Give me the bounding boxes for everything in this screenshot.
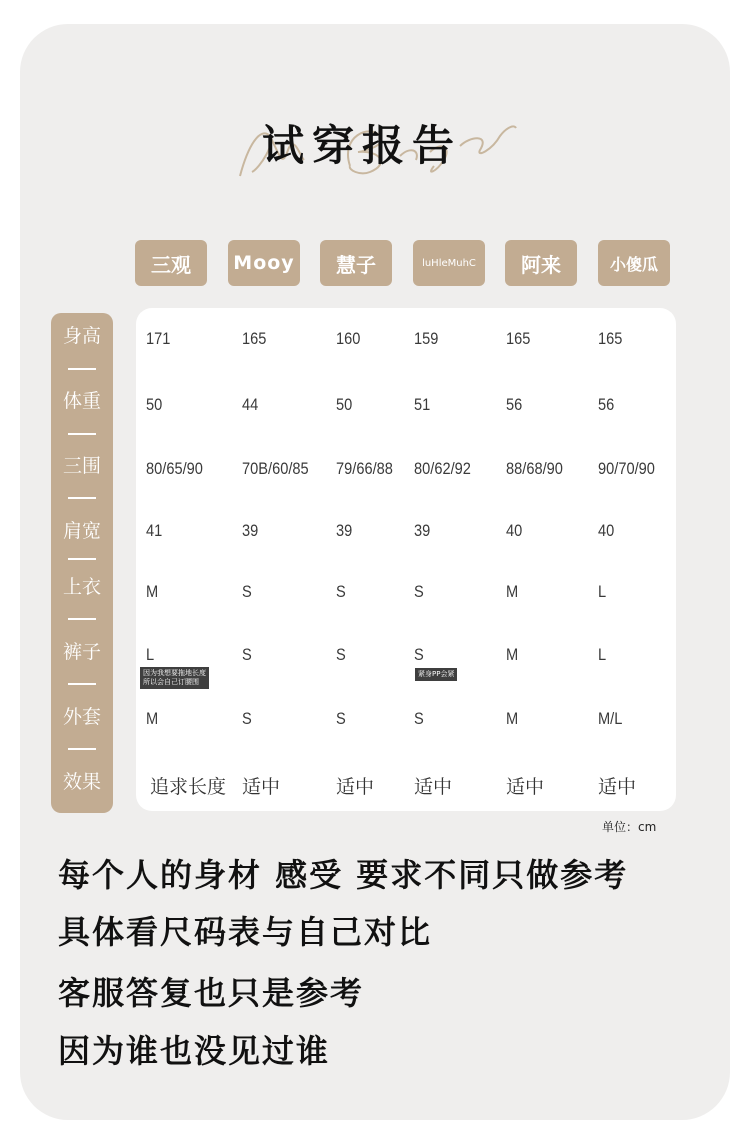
row-label-coat: 外套 xyxy=(62,706,101,728)
cell-measurements: 79/66/88 xyxy=(336,459,393,478)
cell-shoulder: 39 xyxy=(336,521,353,540)
cell-top: L xyxy=(598,582,607,601)
divider xyxy=(68,497,96,499)
cell-height: 171 xyxy=(146,329,171,348)
row-label-height: 身高 xyxy=(62,325,101,347)
note-line: 所以会自己订腰围 xyxy=(143,678,199,686)
cell-top: M xyxy=(506,582,519,601)
cell-weight: 56 xyxy=(506,395,523,414)
cell-measurements: 80/62/92 xyxy=(414,459,471,478)
cell-height: 165 xyxy=(598,329,623,348)
cell-coat: S xyxy=(414,709,424,728)
cell-pants: L xyxy=(598,645,607,664)
model-tag-luhle: luHleMuhC xyxy=(413,240,485,286)
cell-coat: S xyxy=(336,709,346,728)
cell-measurements: 88/68/90 xyxy=(506,459,563,478)
cell-weight: 44 xyxy=(242,395,259,414)
page-title: 试穿报告 xyxy=(262,121,463,170)
pants-note-sanguan xyxy=(140,667,209,689)
cell-measurements: 90/70/90 xyxy=(598,459,655,478)
divider xyxy=(68,618,96,620)
cell-effect: 适中 xyxy=(598,776,637,798)
cell-top: S xyxy=(336,582,346,601)
row-label-pants: 裤子 xyxy=(62,641,101,663)
row-label-effect: 效果 xyxy=(62,771,101,793)
cell-coat: M xyxy=(146,709,159,728)
row-label-bar xyxy=(51,313,113,813)
cell-weight: 50 xyxy=(146,395,163,414)
cell-top: S xyxy=(242,582,252,601)
cell-height: 160 xyxy=(336,329,361,348)
cell-measurements: 80/65/90 xyxy=(146,459,203,478)
cell-shoulder: 39 xyxy=(242,521,259,540)
cell-weight: 50 xyxy=(336,395,353,414)
divider xyxy=(68,558,96,560)
cell-height: 165 xyxy=(506,329,531,348)
cell-shoulder: 41 xyxy=(146,521,163,540)
row-label-shoulder: 肩宽 xyxy=(62,520,101,542)
cell-top: M xyxy=(146,582,159,601)
model-tag-xiaoshagua: 小傻瓜 xyxy=(598,240,670,286)
footer-line-3: 客服答复也只是参考 xyxy=(58,974,365,1012)
model-tag-alai: 阿来 xyxy=(505,240,577,286)
cell-shoulder: 40 xyxy=(506,521,523,540)
row-label-measurements: 三围 xyxy=(62,455,101,477)
divider xyxy=(68,368,96,370)
cell-weight: 51 xyxy=(414,395,431,414)
cell-effect: 适中 xyxy=(506,776,545,798)
note-line: 因为我想要拖地长度 xyxy=(143,669,206,677)
cell-height: 159 xyxy=(414,329,439,348)
cell-shoulder: 40 xyxy=(598,521,615,540)
model-tag-huizi: 慧子 xyxy=(320,240,392,286)
cell-pants: L xyxy=(146,645,155,664)
footer-line-2: 具体看尺码表与自己对比 xyxy=(58,913,433,951)
divider xyxy=(68,748,96,750)
row-label-weight: 体重 xyxy=(62,390,101,412)
cell-top: S xyxy=(414,582,424,601)
row-label-top: 上衣 xyxy=(62,576,101,598)
cell-height: 165 xyxy=(242,329,267,348)
cell-coat: S xyxy=(242,709,252,728)
cell-effect: 适中 xyxy=(336,776,375,798)
cell-coat: M xyxy=(506,709,519,728)
size-table xyxy=(136,308,676,811)
model-tag-sanguan: 三观 xyxy=(135,240,207,286)
model-tag-mooy: Mooy xyxy=(228,240,300,286)
cell-effect: 追求长度 xyxy=(150,776,227,798)
unit-label: 单位：cm xyxy=(602,820,657,834)
cell-effect: 适中 xyxy=(414,776,453,798)
footer-line-1: 每个人的身材 感受 要求不同只做参考 xyxy=(58,856,629,894)
pants-note-luhle: 紧身PP会紧 xyxy=(415,668,457,681)
footer-line-4: 因为谁也没见过谁 xyxy=(58,1032,331,1070)
cell-measurements: 70B/60/85 xyxy=(242,459,309,478)
cell-weight: 56 xyxy=(598,395,615,414)
divider xyxy=(68,433,96,435)
cell-pants: M xyxy=(506,645,519,664)
cell-pants: S xyxy=(242,645,252,664)
cell-effect: 适中 xyxy=(242,776,281,798)
cell-pants: S xyxy=(414,645,424,664)
cell-pants: S xyxy=(336,645,346,664)
cell-coat: M/L xyxy=(598,709,623,728)
cell-shoulder: 39 xyxy=(414,521,431,540)
divider xyxy=(68,683,96,685)
